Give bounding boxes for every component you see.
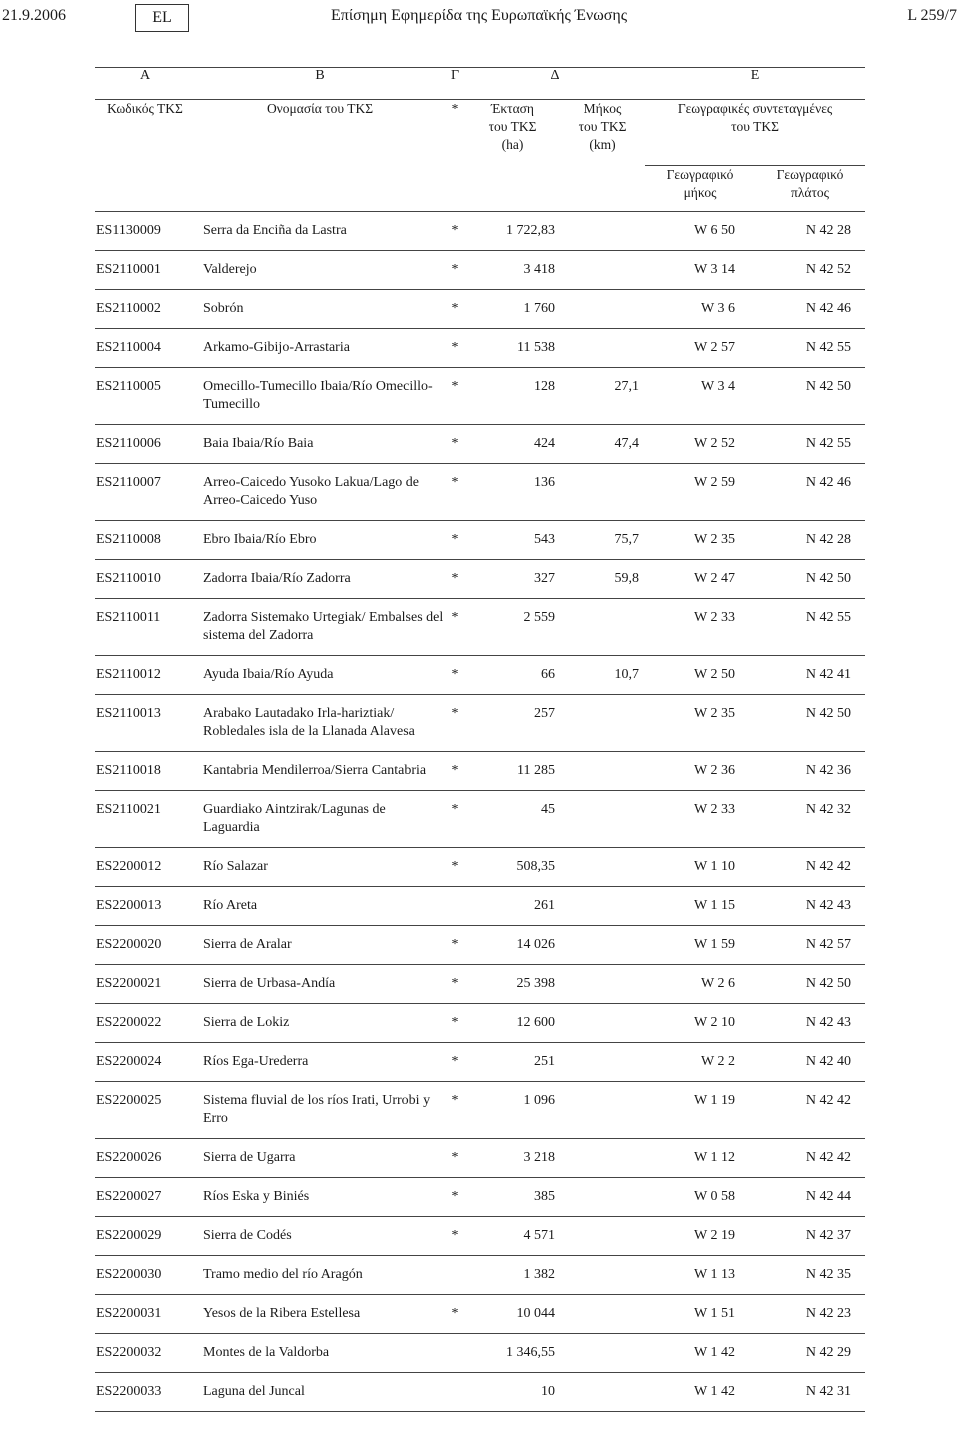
site-code: ES2200027 xyxy=(95,1178,195,1217)
site-area: 12 600 xyxy=(465,1004,560,1043)
site-latitude: N 42 37 xyxy=(755,1217,865,1256)
table-row xyxy=(95,1139,865,1178)
priority-marker: * xyxy=(445,1217,465,1256)
site-name: Ríos Ega-Urederra xyxy=(195,1043,445,1082)
priority-marker: * xyxy=(445,1004,465,1043)
site-code: ES2110002 xyxy=(95,290,195,329)
site-length xyxy=(560,887,645,926)
priority-marker: * xyxy=(445,695,465,752)
header-length-line3: (km) xyxy=(589,137,616,153)
site-code: ES2110013 xyxy=(95,695,195,752)
site-area: 11 538 xyxy=(465,329,560,368)
site-length xyxy=(560,965,645,1004)
site-area: 3 418 xyxy=(465,251,560,290)
site-latitude: N 42 23 xyxy=(755,1295,865,1334)
site-longitude: W 1 15 xyxy=(645,887,755,926)
table-row xyxy=(95,1178,865,1217)
site-name: Río Salazar xyxy=(195,848,445,887)
site-code: ES2200029 xyxy=(95,1217,195,1256)
site-latitude: N 42 50 xyxy=(755,560,865,599)
header-coords-line2: του ΤΚΣ xyxy=(731,119,779,135)
site-name: Sierra de Codés xyxy=(195,1217,445,1256)
table-row xyxy=(95,464,865,521)
site-area: 508,35 xyxy=(465,848,560,887)
site-name: Zadorra Ibaia/Río Zadorra xyxy=(195,560,445,599)
table-row xyxy=(95,791,865,848)
priority-marker: * xyxy=(445,212,465,251)
header-area-line2: του ΤΚΣ xyxy=(488,119,537,135)
site-latitude: N 42 41 xyxy=(755,656,865,695)
page-number: L 259/7 xyxy=(907,7,957,24)
site-length xyxy=(560,464,645,521)
site-area: 327 xyxy=(465,560,560,599)
site-length xyxy=(560,1217,645,1256)
site-longitude: W 2 47 xyxy=(645,560,755,599)
table-row xyxy=(95,1295,865,1334)
site-longitude: W 2 2 xyxy=(645,1043,755,1082)
priority-marker: * xyxy=(445,464,465,521)
priority-marker xyxy=(445,1256,465,1295)
column-letter-g: Γ xyxy=(445,68,465,100)
site-area: 2 559 xyxy=(465,599,560,656)
site-latitude: N 42 31 xyxy=(755,1373,865,1412)
site-latitude: N 42 50 xyxy=(755,695,865,752)
site-code: ES2200026 xyxy=(95,1139,195,1178)
site-name: Baia Ibaia/Río Baia xyxy=(195,425,445,464)
priority-marker: * xyxy=(445,425,465,464)
header-code: Κωδικός ΤΚΣ xyxy=(95,100,195,212)
column-headers-row xyxy=(95,100,865,166)
site-longitude: W 1 13 xyxy=(645,1256,755,1295)
sites-table-body xyxy=(95,212,865,1412)
site-length xyxy=(560,290,645,329)
site-code: ES1130009 xyxy=(95,212,195,251)
header-longitude-line2: μήκος xyxy=(683,185,717,201)
priority-marker: * xyxy=(445,560,465,599)
site-code: ES2200025 xyxy=(95,1082,195,1139)
header-name: Ονομασία του ΤΚΣ xyxy=(195,100,445,212)
site-area: 4 571 xyxy=(465,1217,560,1256)
site-name: Arkamo-Gibijo-Arrastaria xyxy=(195,329,445,368)
site-length: 75,7 xyxy=(560,521,645,560)
site-code: ES2110021 xyxy=(95,791,195,848)
site-longitude: W 2 35 xyxy=(645,695,755,752)
site-longitude: W 1 59 xyxy=(645,926,755,965)
site-code: ES2110005 xyxy=(95,368,195,425)
priority-marker: * xyxy=(445,848,465,887)
site-code: ES2200024 xyxy=(95,1043,195,1082)
header-latitude xyxy=(755,166,865,212)
site-area: 543 xyxy=(465,521,560,560)
site-name: Ríos Eska y Biniés xyxy=(195,1178,445,1217)
site-length xyxy=(560,1082,645,1139)
site-area: 66 xyxy=(465,656,560,695)
site-name: Tramo medio del río Aragón xyxy=(195,1256,445,1295)
site-latitude: N 42 28 xyxy=(755,212,865,251)
site-name: Montes de la Valdorba xyxy=(195,1334,445,1373)
site-code: ES2110010 xyxy=(95,560,195,599)
site-latitude: N 42 42 xyxy=(755,1139,865,1178)
header-coordinates xyxy=(645,100,865,166)
site-length: 59,8 xyxy=(560,560,645,599)
priority-marker xyxy=(445,887,465,926)
table-row xyxy=(95,329,865,368)
table-row xyxy=(95,521,865,560)
table-row xyxy=(95,1082,865,1139)
header-area-line3: (ha) xyxy=(501,137,524,153)
table-row xyxy=(95,887,865,926)
site-name: Kantabria Mendilerroa/Sierra Cantabria xyxy=(195,752,445,791)
site-longitude: W 2 50 xyxy=(645,656,755,695)
site-length xyxy=(560,1256,645,1295)
priority-marker: * xyxy=(445,368,465,425)
site-length: 27,1 xyxy=(560,368,645,425)
table-row xyxy=(95,425,865,464)
priority-marker: * xyxy=(445,1082,465,1139)
priority-marker: * xyxy=(445,599,465,656)
priority-marker: * xyxy=(445,329,465,368)
site-longitude: W 2 10 xyxy=(645,1004,755,1043)
site-area: 3 218 xyxy=(465,1139,560,1178)
site-area: 136 xyxy=(465,464,560,521)
priority-marker: * xyxy=(445,1139,465,1178)
site-length xyxy=(560,1004,645,1043)
site-code: ES2110007 xyxy=(95,464,195,521)
column-letter-a: A xyxy=(95,68,195,100)
site-longitude: W 1 19 xyxy=(645,1082,755,1139)
publication-date: 21.9.2006 xyxy=(2,7,66,24)
site-name: Yesos de la Ribera Estellesa xyxy=(195,1295,445,1334)
table-row xyxy=(95,599,865,656)
table-row xyxy=(95,926,865,965)
site-code: ES2200033 xyxy=(95,1373,195,1412)
site-longitude: W 1 51 xyxy=(645,1295,755,1334)
table-row xyxy=(95,1256,865,1295)
site-code: ES2110004 xyxy=(95,329,195,368)
column-letter-b: B xyxy=(195,68,445,100)
site-longitude: W 2 57 xyxy=(645,329,755,368)
priority-marker: * xyxy=(445,290,465,329)
site-length xyxy=(560,1373,645,1412)
site-code: ES2200030 xyxy=(95,1256,195,1295)
site-name: Sierra de Lokiz xyxy=(195,1004,445,1043)
site-length xyxy=(560,1295,645,1334)
site-latitude: N 42 35 xyxy=(755,1256,865,1295)
table-row xyxy=(95,752,865,791)
site-longitude: W 2 19 xyxy=(645,1217,755,1256)
site-area: 385 xyxy=(465,1178,560,1217)
site-name: Arabako Lautadako Irla-hariztiak/ Robledales isla de la Llanada Alavesa xyxy=(195,695,445,752)
header-area-line1: Έκταση xyxy=(490,101,534,116)
site-name: Laguna del Juncal xyxy=(195,1373,445,1412)
site-name: Sierra de Ugarra xyxy=(195,1139,445,1178)
site-code: ES2200012 xyxy=(95,848,195,887)
site-name: Sobrón xyxy=(195,290,445,329)
site-name: Guardiako Aintzirak/Lagunas de Laguardia xyxy=(195,791,445,848)
column-letters-row xyxy=(95,68,865,100)
site-name: Serra da Enciña da Lastra xyxy=(195,212,445,251)
site-code: ES2110011 xyxy=(95,599,195,656)
priority-marker: * xyxy=(445,251,465,290)
site-latitude: N 42 43 xyxy=(755,1004,865,1043)
site-longitude: W 1 42 xyxy=(645,1373,755,1412)
site-code: ES2110008 xyxy=(95,521,195,560)
site-area: 1 722,83 xyxy=(465,212,560,251)
site-name: Valderejo xyxy=(195,251,445,290)
table-row xyxy=(95,290,865,329)
header-area xyxy=(465,100,560,212)
priority-marker: * xyxy=(445,1043,465,1082)
site-length xyxy=(560,1139,645,1178)
table-row xyxy=(95,212,865,251)
site-length: 47,4 xyxy=(560,425,645,464)
site-code: ES2110018 xyxy=(95,752,195,791)
site-name: Sistema fluvial de los ríos Irati, Urrobi y Erro xyxy=(195,1082,445,1139)
site-name: Zadorra Sistemako Urtegiak/ Embalses del sistema del Zadorra xyxy=(195,599,445,656)
site-latitude: N 42 55 xyxy=(755,329,865,368)
priority-marker: * xyxy=(445,656,465,695)
table-row xyxy=(95,251,865,290)
site-latitude: N 42 42 xyxy=(755,1082,865,1139)
site-longitude: W 2 36 xyxy=(645,752,755,791)
table-row xyxy=(95,1334,865,1373)
priority-marker: * xyxy=(445,791,465,848)
site-longitude: W 3 4 xyxy=(645,368,755,425)
site-longitude: W 1 10 xyxy=(645,848,755,887)
site-length xyxy=(560,212,645,251)
header-longitude xyxy=(645,166,755,212)
site-area: 251 xyxy=(465,1043,560,1082)
site-latitude: N 42 46 xyxy=(755,290,865,329)
site-length xyxy=(560,1043,645,1082)
header-star: * xyxy=(445,100,465,212)
header-length xyxy=(560,100,645,212)
site-name: Sierra de Aralar xyxy=(195,926,445,965)
site-latitude: N 42 57 xyxy=(755,926,865,965)
site-latitude: N 42 43 xyxy=(755,887,865,926)
site-longitude: W 2 33 xyxy=(645,599,755,656)
priority-marker: * xyxy=(445,926,465,965)
site-longitude: W 1 42 xyxy=(645,1334,755,1373)
language-box: EL xyxy=(135,4,189,32)
site-area: 424 xyxy=(465,425,560,464)
site-code: ES2110012 xyxy=(95,656,195,695)
site-area: 10 044 xyxy=(465,1295,560,1334)
site-name: Río Areta xyxy=(195,887,445,926)
site-code: ES2200020 xyxy=(95,926,195,965)
site-latitude: N 42 36 xyxy=(755,752,865,791)
site-area: 257 xyxy=(465,695,560,752)
site-length xyxy=(560,1334,645,1373)
site-longitude: W 6 50 xyxy=(645,212,755,251)
priority-marker: * xyxy=(445,1178,465,1217)
site-longitude: W 3 6 xyxy=(645,290,755,329)
site-latitude: N 42 46 xyxy=(755,464,865,521)
site-longitude: W 2 35 xyxy=(645,521,755,560)
site-area: 1 346,55 xyxy=(465,1334,560,1373)
site-name: Arreo-Caicedo Yusoko Lakua/Lago de Arreo-Caicedo Yuso xyxy=(195,464,445,521)
table-row xyxy=(95,848,865,887)
site-code: ES2110006 xyxy=(95,425,195,464)
site-area: 128 xyxy=(465,368,560,425)
table-row xyxy=(95,1004,865,1043)
site-latitude: N 42 50 xyxy=(755,965,865,1004)
table-row xyxy=(95,1043,865,1082)
site-latitude: N 42 44 xyxy=(755,1178,865,1217)
table-row xyxy=(95,656,865,695)
site-latitude: N 42 32 xyxy=(755,791,865,848)
site-length xyxy=(560,695,645,752)
site-name: Ayuda Ibaia/Río Ayuda xyxy=(195,656,445,695)
site-length xyxy=(560,251,645,290)
site-code: ES2200031 xyxy=(95,1295,195,1334)
site-length xyxy=(560,791,645,848)
site-length xyxy=(560,329,645,368)
journal-title: Επίσημη Εφημερίδα της Ευρωπαϊκής Ένωσης xyxy=(331,7,628,24)
site-name: Ebro Ibaia/Río Ebro xyxy=(195,521,445,560)
site-name: Omecillo-Tumecillo Ibaia/Río Omecillo-Tumecillo xyxy=(195,368,445,425)
site-longitude: W 2 33 xyxy=(645,791,755,848)
header-length-line1: Μήκος xyxy=(583,101,622,116)
column-letter-e: E xyxy=(645,68,865,100)
table-row xyxy=(95,965,865,1004)
site-longitude: W 0 58 xyxy=(645,1178,755,1217)
site-longitude: W 2 6 xyxy=(645,965,755,1004)
header-longitude-line1: Γεωγραφικό xyxy=(666,167,734,182)
site-length xyxy=(560,752,645,791)
site-latitude: N 42 52 xyxy=(755,251,865,290)
header-latitude-line2: πλάτος xyxy=(791,185,829,201)
site-longitude: W 2 59 xyxy=(645,464,755,521)
site-area: 14 026 xyxy=(465,926,560,965)
site-longitude: W 2 52 xyxy=(645,425,755,464)
site-latitude: N 42 42 xyxy=(755,848,865,887)
table-row xyxy=(95,368,865,425)
site-length xyxy=(560,599,645,656)
site-length xyxy=(560,848,645,887)
site-code: ES2200013 xyxy=(95,887,195,926)
site-longitude: W 1 12 xyxy=(645,1139,755,1178)
site-longitude: W 3 14 xyxy=(645,251,755,290)
header-latitude-line1: Γεωγραφικό xyxy=(776,167,844,182)
site-name: Sierra de Urbasa-Andía xyxy=(195,965,445,1004)
site-area: 45 xyxy=(465,791,560,848)
site-code: ES2200021 xyxy=(95,965,195,1004)
site-latitude: N 42 40 xyxy=(755,1043,865,1082)
site-code: ES2110001 xyxy=(95,251,195,290)
site-area: 25 398 xyxy=(465,965,560,1004)
priority-marker xyxy=(445,1373,465,1412)
header-length-line2: του ΤΚΣ xyxy=(578,119,627,135)
site-area: 10 xyxy=(465,1373,560,1412)
page-header xyxy=(0,4,960,34)
site-latitude: N 42 55 xyxy=(755,425,865,464)
site-latitude: N 42 28 xyxy=(755,521,865,560)
table-row xyxy=(95,1217,865,1256)
site-area: 261 xyxy=(465,887,560,926)
site-length xyxy=(560,926,645,965)
site-latitude: N 42 55 xyxy=(755,599,865,656)
priority-marker: * xyxy=(445,965,465,1004)
site-area: 1 096 xyxy=(465,1082,560,1139)
table-row xyxy=(95,1373,865,1412)
site-length xyxy=(560,1178,645,1217)
table-row xyxy=(95,560,865,599)
site-length: 10,7 xyxy=(560,656,645,695)
header-coords-line1: Γεωγραφικές συντεταγμένες xyxy=(677,101,833,116)
priority-marker: * xyxy=(445,752,465,791)
column-letter-d: Δ xyxy=(465,68,645,100)
site-code: ES2200032 xyxy=(95,1334,195,1373)
priority-marker: * xyxy=(445,1295,465,1334)
table-row xyxy=(95,695,865,752)
priority-marker: * xyxy=(445,521,465,560)
sites-table xyxy=(95,67,865,1412)
site-area: 1 382 xyxy=(465,1256,560,1295)
priority-marker xyxy=(445,1334,465,1373)
site-code: ES2200022 xyxy=(95,1004,195,1043)
site-latitude: N 42 29 xyxy=(755,1334,865,1373)
site-latitude: N 42 50 xyxy=(755,368,865,425)
site-area: 11 285 xyxy=(465,752,560,791)
site-area: 1 760 xyxy=(465,290,560,329)
